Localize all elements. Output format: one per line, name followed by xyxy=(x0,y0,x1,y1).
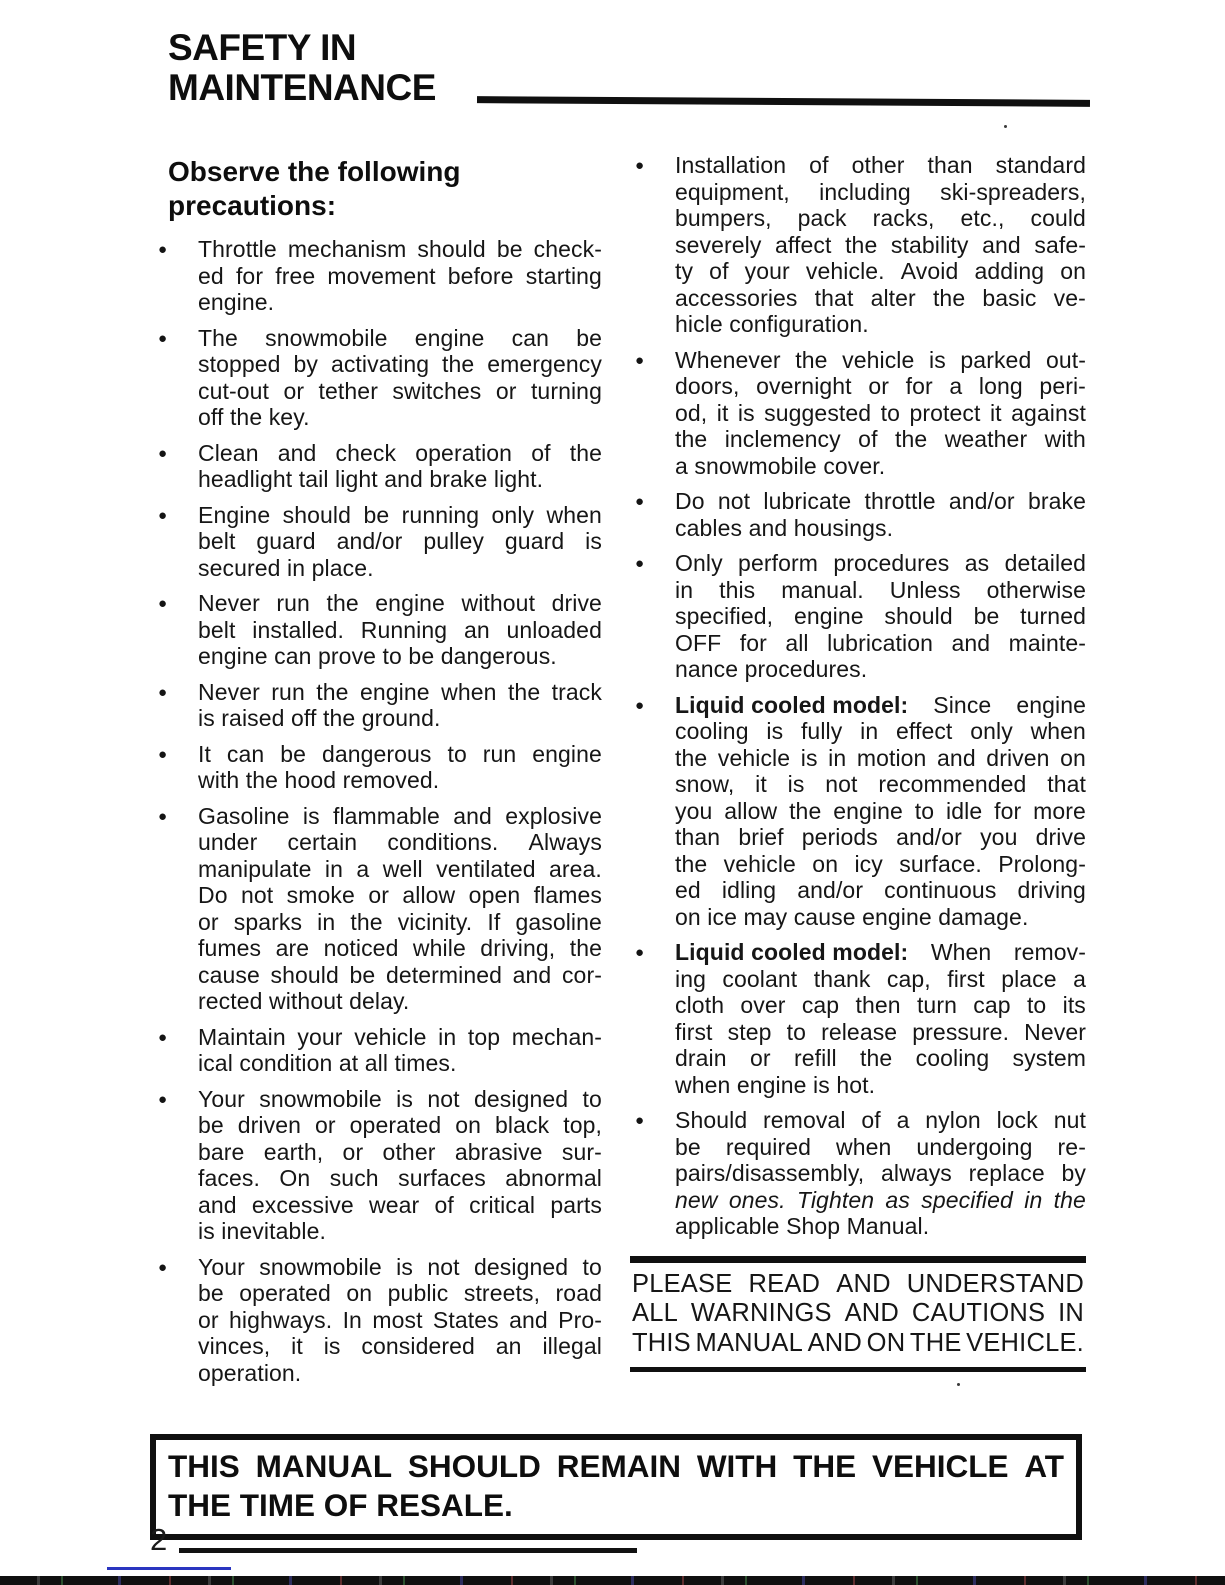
bold-lead: Liquid cooled model: xyxy=(675,939,909,965)
bullet-text xyxy=(198,803,602,1015)
text-line: Your snowmobile is not designed to xyxy=(198,1253,602,1280)
text-line: ALL WARNINGS AND CAUTIONS IN xyxy=(632,1299,1084,1327)
text-line: operation. xyxy=(198,1359,302,1386)
text-line: cause should be determined and cor- xyxy=(198,961,602,988)
bullet-text xyxy=(675,152,1086,338)
page-number: 2 xyxy=(150,1522,168,1557)
text-line: bare earth, or other abrasive sur- xyxy=(198,1138,602,1165)
bullet-item xyxy=(630,1107,1086,1240)
text-line: manipulate in a well ventilated area. xyxy=(198,855,602,882)
bullet-dot-icon: ● xyxy=(158,444,168,462)
text-line: be required when undergoing re- xyxy=(675,1133,1086,1160)
text-line: Gasoline is flammable and explosive xyxy=(198,802,602,829)
text-line: It can be dangerous to run engine xyxy=(198,740,602,767)
bullet-dot-icon: ● xyxy=(635,555,645,572)
scan-blue-line xyxy=(107,1567,231,1570)
bold-lead: Liquid cooled model: xyxy=(675,691,909,718)
bullet-text xyxy=(198,590,602,670)
text-line: doors, overnight or for a long peri- xyxy=(675,373,1086,399)
bullet-item xyxy=(630,488,1086,541)
scan-edge-band xyxy=(0,1576,1225,1585)
bullet-item xyxy=(156,679,602,732)
text-line: accessories that alter the basic ve- xyxy=(675,284,1086,311)
bullet-item xyxy=(630,692,1086,931)
bullet-dot-icon: ● xyxy=(635,944,645,961)
bullet-text xyxy=(675,1107,1086,1240)
section-heading-line1: Observe the following xyxy=(168,156,461,187)
text-line: THE TIME OF RESALE. xyxy=(168,1487,513,1523)
bullet-item xyxy=(156,803,602,1015)
text-line: Only perform procedures as detailed xyxy=(675,550,1086,576)
text-line: Liquid cooled model: Since engine xyxy=(675,691,1086,718)
text-line: the inclemency of the weather with xyxy=(675,426,1086,452)
bullet-dot-icon: ● xyxy=(635,696,645,714)
bullet-item xyxy=(156,502,602,582)
text-line: new ones. Tighten as specified in the xyxy=(675,1186,1086,1213)
bullet-dot-icon: ● xyxy=(158,683,168,701)
bullet-text xyxy=(198,502,602,582)
bullet-text xyxy=(198,325,602,431)
bullet-text xyxy=(675,550,1086,683)
bullet-item xyxy=(156,440,602,493)
text-line: ty of your vehicle. Avoid adding on xyxy=(675,258,1086,284)
text-line: od, it is suggested to protect it against xyxy=(675,399,1086,426)
text-line: Do not lubricate throttle and/or brake xyxy=(675,488,1086,514)
text-line: or highways. In most States and Pro- xyxy=(198,1306,602,1333)
text-line: cloth over cap then turn cap to its xyxy=(675,992,1086,1018)
text-line: rected without delay. xyxy=(198,988,410,1014)
text-line: ed idling and/or continuous driving xyxy=(675,877,1086,903)
text-line: Throttle mechanism should be check- xyxy=(198,236,602,262)
bullet-item xyxy=(156,1024,602,1077)
right-bullet-list xyxy=(630,152,1086,1240)
text-line: pairs/disassembly, always replace by xyxy=(675,1160,1086,1186)
text-line: on ice may cause engine damage. xyxy=(675,903,1029,930)
bullet-text xyxy=(675,939,1086,1098)
section-heading-line2: precautions: xyxy=(168,190,337,221)
text-line: under certain conditions. Always xyxy=(198,829,602,855)
text-line: the vehicle is in motion and driven on xyxy=(675,744,1086,771)
bullet-item xyxy=(156,236,602,316)
page-number-rule xyxy=(179,1548,637,1553)
bullet-dot-icon: ● xyxy=(635,1112,645,1129)
text-line: ing coolant thank cap, first place a xyxy=(675,965,1086,992)
bullet-dot-icon: ● xyxy=(635,493,645,510)
text-line: engine. xyxy=(198,289,275,315)
text-line: first step to release pressure. Never xyxy=(675,1018,1086,1045)
text-line: Never run the engine without drive xyxy=(198,590,602,616)
text-line: ed for free movement before starting xyxy=(198,262,602,289)
resale-notice-box xyxy=(150,1434,1082,1540)
text-line: off the key. xyxy=(198,404,310,430)
text-line: belt installed. Running an unloaded xyxy=(198,616,602,643)
page-title xyxy=(168,28,436,108)
bullet-dot-icon: ● xyxy=(158,595,168,612)
text-line: secured in place. xyxy=(198,554,374,581)
bullet-dot-icon: ● xyxy=(158,1090,168,1108)
bullet-dot-icon: ● xyxy=(158,506,168,524)
text-line: be operated on public streets, road xyxy=(198,1280,602,1306)
text-line: Maintain your vehicle in top mechan- xyxy=(198,1023,602,1050)
text-line: ical condition at all times. xyxy=(198,1050,457,1076)
bullet-dot-icon: ● xyxy=(158,807,168,825)
bullet-dot-icon: ● xyxy=(158,241,168,258)
text-line: in this manual. Unless otherwise xyxy=(675,576,1086,603)
text-line: nance procedures. xyxy=(675,656,868,682)
text-line: cooling is fully in effect only when xyxy=(675,718,1086,744)
text-line: stopped by activating the emergency xyxy=(198,351,602,377)
text-line: when engine is hot. xyxy=(675,1071,876,1098)
text-line: Installation of other than standard xyxy=(675,152,1086,178)
text-line: cut-out or tether switches or turning xyxy=(198,377,602,404)
text-line: headlight tail light and brake light. xyxy=(198,466,544,492)
bullet-item xyxy=(156,590,602,670)
left-bullet-list xyxy=(156,236,602,1386)
bullet-dot-icon: ● xyxy=(635,157,645,174)
bullet-item xyxy=(630,347,1086,480)
bullet-text xyxy=(675,347,1086,480)
text-line: be driven or operated on black top, xyxy=(198,1112,602,1138)
bullet-item xyxy=(156,1254,602,1387)
text-line: PLEASE READ AND UNDERSTAND xyxy=(632,1269,1084,1298)
text-line: the vehicle on icy surface. Prolong- xyxy=(675,850,1086,877)
text-line: OFF for all lubrication and mainte- xyxy=(675,629,1086,656)
text-line: severely affect the stability and safe- xyxy=(675,231,1086,258)
text-line: engine can prove to be dangerous. xyxy=(198,643,557,669)
bullet-item xyxy=(156,1086,602,1245)
scan-speck xyxy=(1004,125,1007,128)
text-line: faces. On such surfaces abnormal xyxy=(198,1165,602,1191)
text-line: you allow the engine to idle for more xyxy=(675,797,1086,824)
text-line: Never run the engine when the track xyxy=(198,678,602,705)
bullet-item xyxy=(630,152,1086,338)
text-line: snow, it is not recommended that xyxy=(675,771,1086,797)
text-line: is raised off the ground. xyxy=(198,705,441,731)
bullet-item xyxy=(630,939,1086,1098)
text-line: a snowmobile cover. xyxy=(675,452,886,479)
bullet-dot-icon: ● xyxy=(158,329,168,347)
text-line: with the hood removed. xyxy=(198,767,440,793)
text-line: Liquid cooled model: When remov- xyxy=(675,939,1086,965)
text-line: is inevitable. xyxy=(198,1218,326,1244)
text-line: drain or refill the cooling system xyxy=(675,1045,1086,1071)
bullet-item xyxy=(630,550,1086,683)
text-line: applicable Shop Manual. xyxy=(675,1213,930,1239)
text-line: specified, engine should be turned xyxy=(675,603,1086,629)
page-title-line2: MAINTENANCE xyxy=(168,67,436,108)
text-line: vinces, it is considered an illegal xyxy=(198,1333,602,1359)
text-line: The snowmobile engine can be xyxy=(198,324,602,351)
text-line: Engine should be running only when xyxy=(198,501,602,528)
title-rule xyxy=(477,96,1090,107)
left-column xyxy=(156,155,602,1395)
bullet-dot-icon: ● xyxy=(158,1258,168,1276)
bullet-text xyxy=(198,1254,602,1387)
page-title-line1: SAFETY IN xyxy=(168,27,357,68)
bullet-text xyxy=(198,1086,602,1245)
text-line: Whenever the vehicle is parked out- xyxy=(675,346,1086,373)
text-line: belt guard and/or pulley guard is xyxy=(198,528,602,554)
bullet-item xyxy=(156,741,602,794)
text-line: Clean and check operation of the xyxy=(198,439,602,466)
text-line: and excessive wear of critical parts xyxy=(198,1191,602,1218)
text-line: bumpers, pack racks, etc., could xyxy=(675,205,1086,231)
text-line: Should removal of a nylon lock nut xyxy=(675,1107,1086,1133)
bullet-text xyxy=(675,692,1086,931)
bullet-text xyxy=(198,741,602,794)
text-line: Do not smoke or allow open flames xyxy=(198,882,602,908)
text-line: THIS MANUAL SHOULD REMAIN WITH THE VEHICLE AT xyxy=(168,1448,1064,1484)
bullet-text xyxy=(198,440,602,493)
text-line: fumes are noticed while driving, the xyxy=(198,935,602,961)
text-line: Your snowmobile is not designed to xyxy=(198,1085,602,1112)
warning-notice-box xyxy=(630,1256,1086,1373)
text-line: than brief periods and/or you drive xyxy=(675,824,1086,850)
text-line: hicle configuration. xyxy=(675,311,869,337)
bullet-dot-icon: ● xyxy=(635,351,645,369)
bullet-dot-icon: ● xyxy=(158,1028,168,1046)
bullet-text xyxy=(198,679,602,732)
text-line: THIS MANUAL AND ON THE VEHICLE. xyxy=(632,1328,1084,1357)
bullet-text xyxy=(198,1024,602,1077)
bullet-text xyxy=(675,488,1086,541)
bullet-text xyxy=(198,236,602,316)
right-column xyxy=(630,152,1086,1372)
scan-speck xyxy=(957,1383,960,1386)
section-heading xyxy=(168,155,602,223)
text-line: cables and housings. xyxy=(675,514,894,541)
bullet-item xyxy=(156,325,602,431)
text-line: equipment, including ski-spreaders, xyxy=(675,178,1086,205)
text-line: or sparks in the vicinity. If gasoline xyxy=(198,908,602,935)
bullet-dot-icon: ● xyxy=(158,745,168,763)
